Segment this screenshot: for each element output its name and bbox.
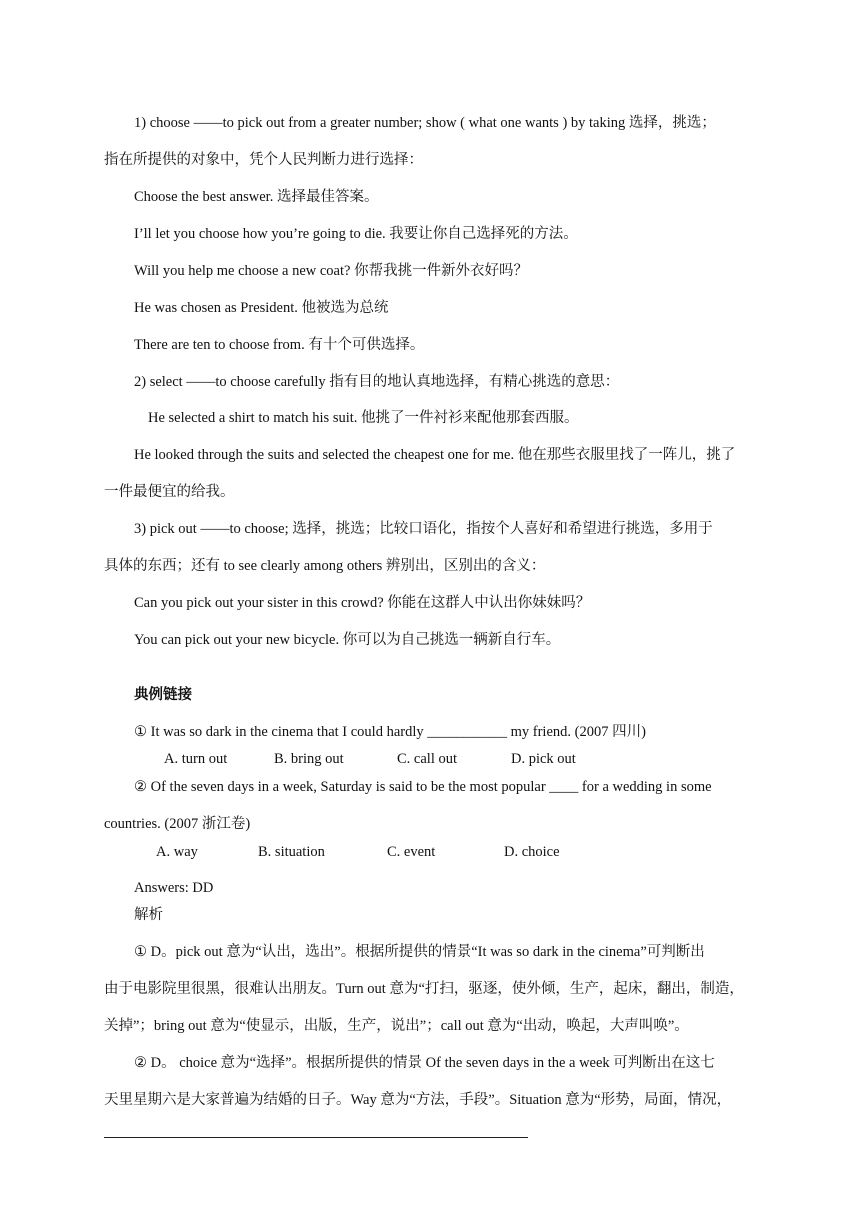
text-line: 1) choose ——to pick out from a greater number; show ( what one wants ) by taking 选择，挑选；: [134, 115, 716, 131]
text-line: 一件最便宜的给我。: [104, 484, 235, 500]
text-line: You can pick out your new bicycle. 你可以为自己挑选一辆新自行车。: [134, 632, 561, 648]
text-line: Choose the best answer. 选择最佳答案。: [134, 189, 379, 205]
option-a: A. turn out: [164, 751, 228, 767]
option-d: D. pick out: [511, 751, 576, 767]
footnote-divider: [104, 1137, 528, 1138]
option-d: D. choice: [504, 844, 560, 860]
option-a: A. way: [156, 844, 198, 860]
option-b: B. bring out: [274, 751, 344, 767]
option-c: C. event: [387, 844, 436, 860]
analysis-line: 关掉”；bring out 意为“使显示，出版，生产，说出”；call out 意为“出动，唤起，大声叫唤”。: [104, 1018, 689, 1034]
text-line: He selected a shirt to match his suit. 他挑了一件衬衫来配他那套西服。: [148, 410, 579, 426]
text-line: 指在所提供的对象中，凭个人民判断力进行选择：: [104, 152, 423, 168]
question-1-stem: ① It was so dark in the cinema that I could hardly ___________ my friend. (2007 四川): [134, 724, 646, 740]
text-line: I’ll let you choose how you’re going to die. 我要让你自己选择死的方法。: [134, 226, 578, 242]
analysis-line: ① D。pick out 意为“认出，选出”。根据所提供的情景“It was so dark in the cinema”可判断出: [134, 944, 705, 960]
question-2-stem-cont: countries. (2007 浙江卷): [104, 816, 251, 832]
analysis-line: 由于电影院里很黑，很难认出朋友。Turn out 意为“打扫，驱逐，使外倾，生产，起床，翻出，制造，: [104, 981, 744, 997]
text-line: He looked through the suits and selected the cheapest one for me. 他在那些衣服里找了一阵儿，挑了: [134, 447, 736, 463]
option-c: C. call out: [397, 751, 458, 767]
text-line: Can you pick out your sister in this crowd? 你能在这群人中认出你妹妹吗？: [134, 595, 591, 611]
text-line: 具体的东西；还有 to see clearly among others 辨别出，区别出的含义：: [104, 558, 546, 574]
text-line: He was chosen as President. 他被选为总统: [134, 300, 389, 316]
section-title: 典例链接: [134, 687, 192, 703]
analysis-line: ② D。 choice 意为“选择”。根据所提供的情景 Of the seven days in the a week 可判断出在这七: [134, 1055, 715, 1071]
analysis-title: 解析: [134, 907, 163, 923]
answers: Answers: DD: [134, 880, 214, 896]
text-line: 3) pick out ——to choose; 选择，挑选；比较口语化，指按个人喜好和希望进行挑选，多用于: [134, 521, 713, 537]
analysis-line: 天里星期六是大家普遍为结婚的日子。Way 意为“方法，手段”。Situation 意为“形势，局面，情况，: [104, 1092, 732, 1108]
question-2-stem: ② Of the seven days in a week, Saturday is said to be the most popular ____ for a wedding in some: [134, 779, 712, 795]
text-line: 2) select ——to choose carefully 指有目的地认真地选择，有精心挑选的意思：: [134, 374, 620, 390]
text-line: Will you help me choose a new coat? 你帮我挑一件新外衣好吗？: [134, 263, 529, 279]
text-line: There are ten to choose from. 有十个可供选择。: [134, 337, 425, 353]
option-b: B. situation: [258, 844, 325, 860]
